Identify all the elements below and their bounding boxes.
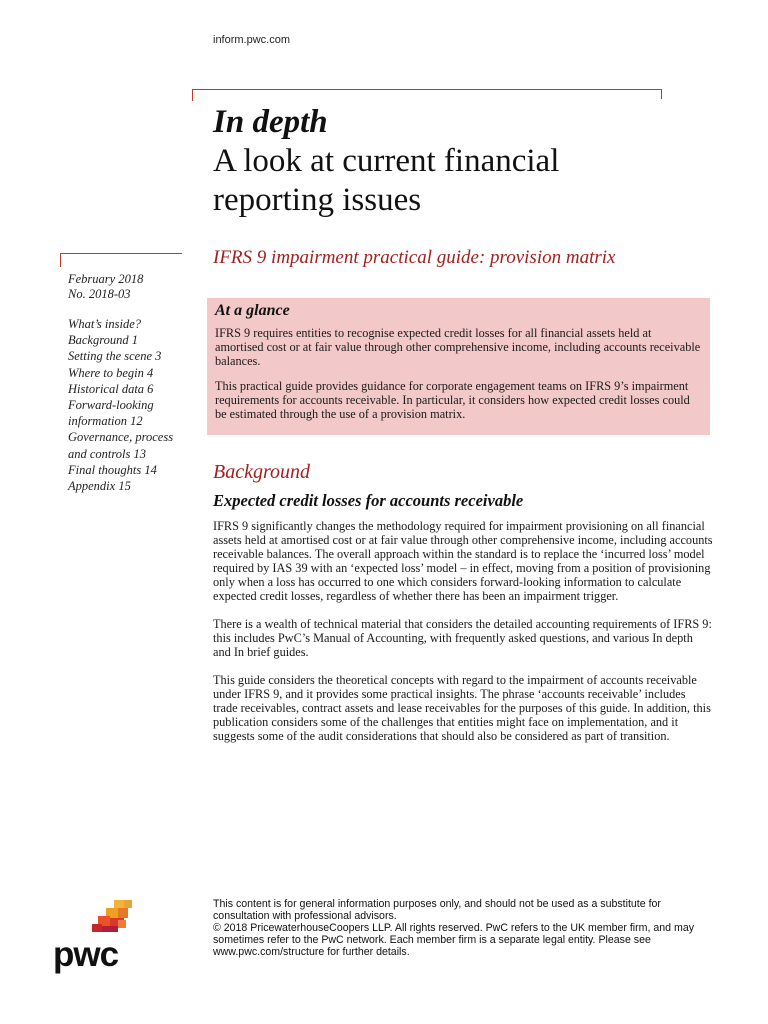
pwc-logo-text: pwc bbox=[53, 935, 119, 974]
toc-item-where-to-begin[interactable]: Where to begin 4 bbox=[68, 365, 154, 380]
disclaimer bbox=[213, 898, 713, 958]
site-url[interactable]: inform.pwc.com bbox=[213, 34, 291, 46]
background-subheading: Expected credit losses for accounts receivable bbox=[213, 491, 524, 510]
body-paragraph: There is a wealth of technical material that considers the detailed accounting requirements of IFRS 9: this includes PwC’s Manual of Accounting, with frequently asked questions, and various In depth and In brief guides. bbox=[213, 617, 712, 659]
issue-meta bbox=[68, 272, 143, 302]
issue-date: February 2018 bbox=[68, 272, 144, 286]
table-of-contents bbox=[68, 316, 188, 494]
body-paragraph: IFRS 9 significantly changes the methodology required for impairment provisioning on all financial assets held at amortised cost or at fair value through other comprehensive income, including accounts receivable balances. The overall approach within the standard is to replace the ‘incurred loss’ model required by IAS 39 with an ‘expected loss’ model – in effect, moving from a position of provisioning only when a loss has occurred to one which considers forward-looking information to calculate expected credit losses, regardless of whether there has been an impairment trigger. bbox=[213, 519, 713, 603]
at-a-glance-paragraph: IFRS 9 requires entities to recognise expected credit losses for all financial assets held at amortised cost or at fair value through other comprehensive income, including accounts receivable balances. bbox=[215, 326, 701, 368]
toc-item-forward-looking[interactable]: Forward-looking information 12 bbox=[68, 398, 154, 429]
toc-item-governance[interactable]: Governance, process and controls 13 bbox=[68, 430, 174, 461]
at-a-glance-heading: At a glance bbox=[215, 302, 290, 319]
top-divider bbox=[192, 89, 662, 90]
at-a-glance-paragraph: This practical guide provides guidance for corporate engagement teams on IFRS 9’s impairment requirements for accounts receivable. In particular, it considers how expected credit losses could be estimated through the use of a provision matrix. bbox=[215, 379, 690, 421]
issue-number: No. 2018-03 bbox=[68, 287, 131, 301]
disclaimer-line: This content is for general information purposes only, and should not be used as a substitute for consultation with professional advisors. bbox=[213, 898, 661, 922]
top-divider-tick-right bbox=[661, 89, 662, 99]
toc-item-historical-data[interactable]: Historical data 6 bbox=[68, 381, 154, 396]
toc-item-appendix[interactable]: Appendix 15 bbox=[68, 479, 131, 494]
publication-subtitle: A look at current financial reporting issues bbox=[213, 143, 560, 218]
at-a-glance-box bbox=[207, 298, 710, 435]
toc-item-setting-the-scene[interactable]: Setting the scene 3 bbox=[68, 349, 162, 364]
publication-title: In depth bbox=[213, 104, 328, 140]
sidebar-divider bbox=[60, 253, 182, 254]
toc-heading: What’s inside? bbox=[68, 317, 142, 331]
toc-item-final-thoughts[interactable]: Final thoughts 14 bbox=[68, 462, 157, 477]
copyright-line: © 2018 PricewaterhouseCoopers LLP. All rights reserved. PwC refers to the UK member firm, and may sometimes refer to the PwC network. Each member firm is a separate legal entity. Please see www.pwc.com/structure for further details. bbox=[213, 922, 695, 958]
toc-item-background[interactable]: Background 1 bbox=[68, 333, 139, 348]
background-heading: Background bbox=[213, 461, 311, 483]
top-divider-tick-left bbox=[192, 89, 193, 101]
background-body bbox=[213, 519, 713, 757]
sidebar-divider-tick bbox=[60, 253, 61, 267]
body-paragraph: This guide considers the theoretical concepts with regard to the impairment of accounts receivable under IFRS 9, and it provides some practical insights. The phrase ‘accounts receivable’ includes trade receivables, contract assets and lease receivables for the purposes of this guide. In addition, this publication considers some of the challenges that entities might face on implementation, and it suggests some of the audit considerations that should also be considered as part of transition. bbox=[213, 673, 711, 743]
guide-title: IFRS 9 impairment practical guide: provision matrix bbox=[213, 247, 616, 268]
